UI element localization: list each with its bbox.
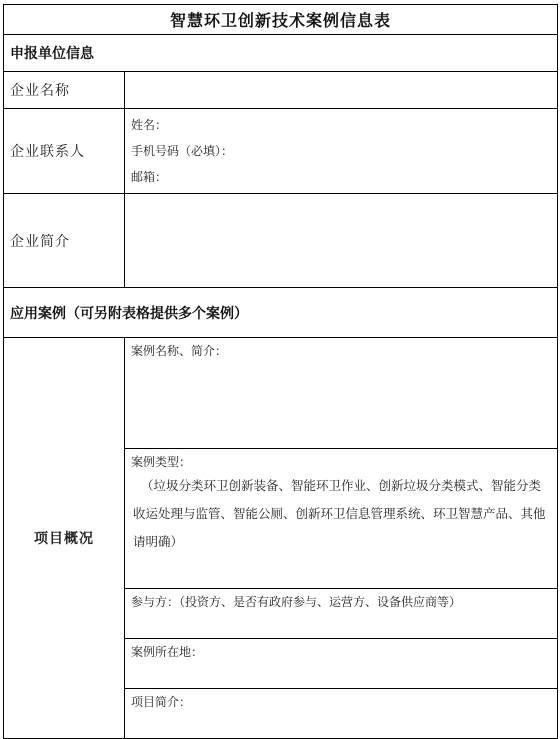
case-type-label: 案例类型：: [131, 455, 192, 469]
company-name-label: 企业名称: [4, 72, 125, 109]
case-type-field[interactable]: [125, 449, 558, 589]
contact-field[interactable]: [125, 109, 558, 194]
project-overview-label: 项目概况: [4, 338, 125, 739]
company-intro-label: 企业简介: [4, 194, 125, 288]
contact-label: 企业联系人: [4, 109, 125, 194]
form-title: 智慧环卫创新技术案例信息表: [4, 5, 558, 35]
project-intro-label: 项目简介：: [131, 695, 192, 709]
project-intro-field[interactable]: [125, 689, 558, 739]
case-info-table: [3, 4, 558, 739]
location-field[interactable]: [125, 639, 558, 689]
participants-label: 参与方：（投资方、是否有政府参与、运营方、设备供应商等）: [131, 595, 462, 609]
case-name-field[interactable]: [125, 338, 558, 449]
contact-name-line: 姓名：: [131, 118, 168, 132]
location-label: 案例所在地：: [131, 645, 204, 659]
case-name-label: 案例名称、简介：: [131, 344, 228, 358]
participants-field[interactable]: [125, 589, 558, 639]
contact-phone-line: 手机号码（必填）：: [131, 144, 234, 158]
company-intro-field[interactable]: [125, 194, 558, 288]
section-application-case: 应用案例（可另附表格提供多个案例）: [4, 288, 558, 338]
case-type-description: （垃圾分类环卫创新装备、智能环卫作业、创新垃圾分类模式、智能分类收运处理与监管、智能公厕、创新环卫信息管理系统、环卫智慧产品、其他请明确）: [133, 478, 546, 549]
contact-email-line: 邮箱：: [131, 170, 168, 184]
section-applicant-info: 申报单位信息: [4, 35, 558, 72]
company-name-field[interactable]: [125, 72, 558, 109]
